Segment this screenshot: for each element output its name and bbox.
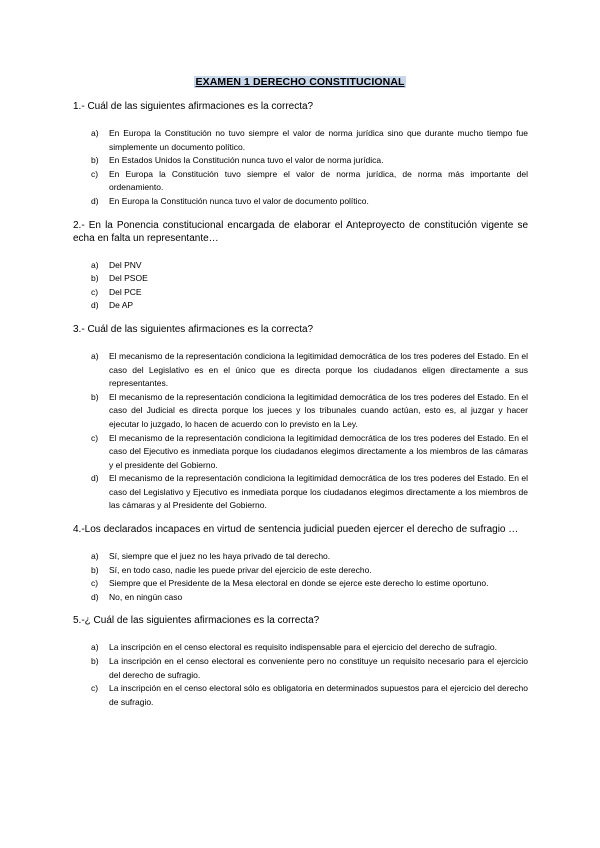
option-text: En Europa la Constitución no tuvo siempre el valor de norma jurídica sino que durante mucho tiempo fue simplemente un documento político.: [109, 128, 528, 152]
option-text: Del PNV: [109, 259, 142, 270]
option-item: [73, 391, 528, 432]
option-letter: d): [91, 473, 99, 484]
question-5-text: 5.-¿ Cuál de las siguientes afirmaciones es la correcta?: [73, 615, 320, 627]
option-letter: b): [91, 273, 99, 284]
option-item: [73, 472, 528, 513]
question-5-options: [73, 641, 528, 709]
option-text: No, en ningún caso: [109, 591, 183, 602]
question-1-options: [73, 127, 528, 209]
option-text: Del PCE: [109, 286, 142, 297]
option-text: El mecanismo de la representación condiciona la legitimidad democrática de los tres poderes del Estado. En el caso del Legislativo es en el único que es directa porque los ciudadanos eligen directamente a sus representantes.: [109, 350, 528, 389]
option-letter: c): [91, 168, 99, 179]
option-letter: b): [91, 564, 99, 575]
option-text: El mecanismo de la representación condiciona la legitimidad democrática de los tres poderes del Estado. En el caso del Judicial es directa porque los jueces y los tribunales cuando actúan, esto es, al juzgar y hacer ejecutar lo juzgado, lo hacen de acuerdo con lo previsto en la Ley.: [109, 391, 528, 429]
option-item: [73, 591, 528, 605]
option-letter: d): [91, 300, 99, 311]
option-letter: d): [91, 195, 99, 206]
option-letter: c): [91, 683, 99, 694]
option-text: Del PSOE: [109, 273, 148, 284]
option-letter: b): [91, 656, 99, 667]
exam-title: EXAMEN 1 DERECHO CONSTITUCIONAL: [195, 76, 405, 88]
option-text: Sí, siempre que el juez no les haya privado de tal derecho.: [109, 551, 331, 562]
option-letter: c): [91, 286, 99, 297]
option-text: En Estados Unidos la Constitución nunca tuvo el valor de norma jurídica.: [109, 155, 384, 166]
option-item: [73, 286, 528, 300]
option-item: [73, 127, 528, 154]
option-letter: a): [91, 350, 99, 361]
option-letter: b): [91, 155, 99, 166]
option-item: [73, 564, 528, 578]
question-4-text: 4.-Los declarados incapaces en virtud de sentencia judicial pueden ejercer el derecho de sufragio …: [73, 524, 519, 536]
option-item: [73, 641, 528, 655]
option-text: La inscripción en el censo electoral es requisito indispensable para el ejercicio del derecho de sufragio.: [109, 642, 497, 653]
option-text: En Europa la Constitución tuvo siempre el valor de norma jurídica, de norma más importante del ordenamiento.: [109, 168, 528, 193]
option-text: En Europa la Constitución nunca tuvo el valor de documento político.: [109, 195, 369, 206]
question-3-options: [73, 350, 528, 513]
questions-container: [73, 100, 528, 719]
option-item: [73, 259, 528, 273]
option-item: [73, 299, 528, 313]
option-item: [73, 550, 528, 564]
option-letter: d): [91, 591, 99, 602]
option-letter: a): [91, 259, 99, 270]
option-item: [73, 655, 528, 682]
option-letter: a): [91, 551, 99, 562]
option-item: [73, 168, 528, 195]
option-letter: c): [91, 578, 99, 589]
option-item: [73, 432, 528, 473]
question-1-text: 1.- Cuál de las siguientes afirmaciones es la correcta?: [73, 101, 314, 112]
option-text: Siempre que el Presidente de la Mesa electoral en donde se ejerce este derecho lo estime oportuno.: [109, 578, 489, 589]
option-text: La inscripción en el censo electoral sólo es obligatoria en determinados supuestos para el ejercicio del derecho de sufragio.: [109, 683, 528, 707]
option-item: [73, 350, 528, 391]
option-item: [73, 272, 528, 286]
option-item: [73, 154, 528, 168]
option-text: Sí, en todo caso, nadie les puede privar del ejercicio de este derecho.: [109, 564, 372, 575]
option-letter: c): [91, 432, 99, 443]
option-text: La inscripción en el censo electoral es conveniente pero no constituye un requisito necesario para el ejercicio del derecho de sufragio.: [109, 656, 528, 680]
question-3-text: 3.- Cuál de las siguientes afirmaciones es la correcta?: [73, 323, 314, 335]
question-2-options: [73, 259, 528, 313]
option-item: [73, 682, 528, 709]
option-text: De AP: [109, 300, 134, 311]
question-4-options: [73, 550, 528, 604]
option-text: El mecanismo de la representación condiciona la legitimidad democrática de los tres poderes del Estado. En el caso del Legislativo y Ejecutivo es inmediata porque los ciudadanos elegimos directamente a los miembros de las cámaras y al Presidente del Gobierno.: [109, 473, 528, 511]
exam-title-container: [0, 72, 600, 90]
option-letter: b): [91, 391, 99, 402]
option-letter: a): [91, 642, 99, 653]
question-2-text: 2.- En la Ponencia constitucional encargada de elaborar el Anteproyecto de constitución vigente se echa en falta un representante…: [73, 219, 528, 244]
option-text: El mecanismo de la representación condiciona la legitimidad democrática de los tres poderes del Estado. En el caso del Ejecutivo es inmediata porque los ciudadanos elegimos directamente a los miembros de las cámaras y el presidente del Gobierno.: [109, 432, 528, 470]
option-letter: a): [91, 128, 99, 138]
option-item: [73, 577, 528, 591]
option-item: [73, 195, 528, 209]
